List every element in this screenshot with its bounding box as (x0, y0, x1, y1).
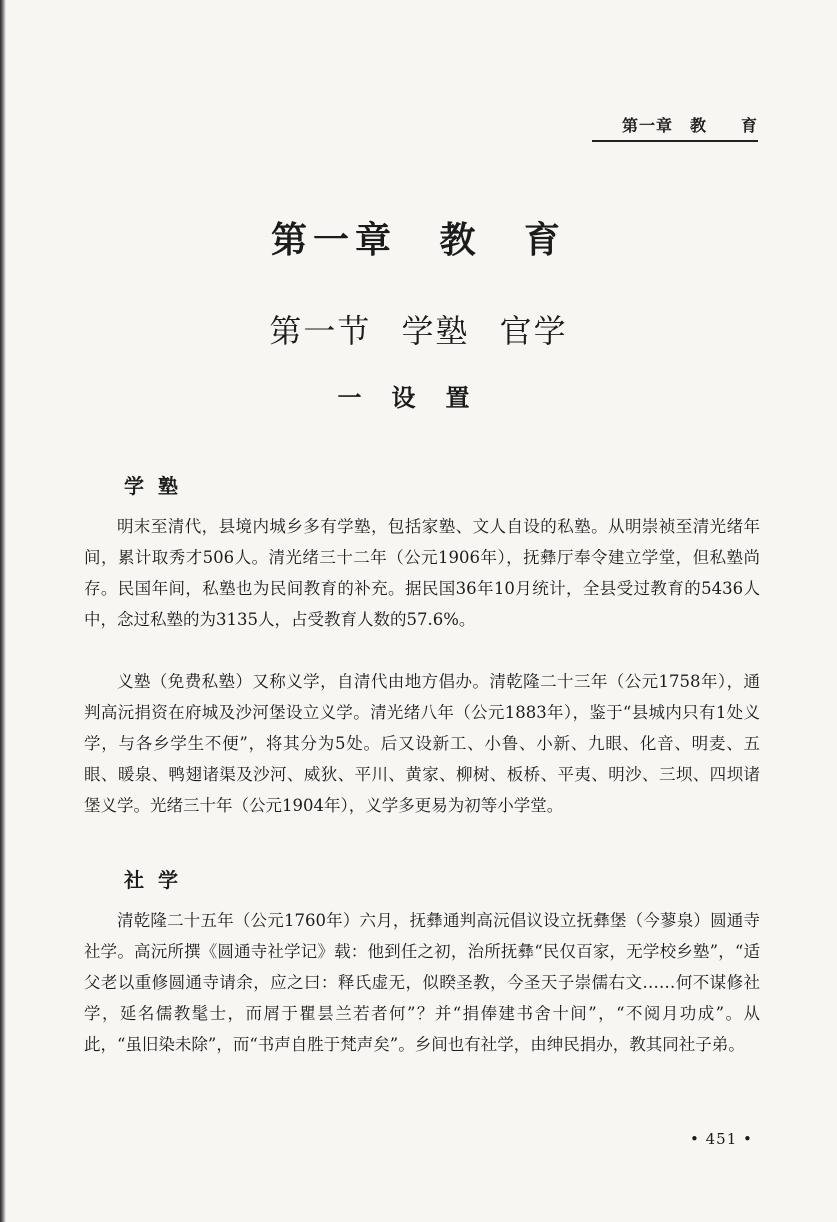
heading-shexue: 社学 (124, 868, 192, 892)
running-header-rule (592, 140, 758, 142)
paragraph-1: 明末至清代，县境内城乡多有学塾，包括家塾、文人自设的私塾。从明崇祯至清光绪年间，累计取秀才506人。清光绪三十二年（公元1906年），抚彝厅奉令建立学堂，但私塾尚存。民国年间，私塾也为民间教育的补充。据民国36年10月统计，全县受过教育的5436人中，念过私塾的为3135人，占受教育人数的57.6%。 (84, 517, 760, 629)
section-title: 第一节 学塾 官学 (269, 312, 568, 350)
scan-edge-shadow (0, 0, 6, 1222)
paragraph-2: 义塾（免费私塾）又称义学，自清代由地方倡办。清乾隆二十三年（公元1758年），通判高沅捐资在府城及沙河堡设立义学。清光绪八年（公元1883年），鉴于“县城内只有1处义学，与各乡学生不便”，将其分为5处。后又设新工、小鲁、小新、九眼、化音、明麦、五眼、暖泉、鸭翅诸渠及沙河、威狄、平川、黄家、柳树、板桥、平夷、明沙、三坝、四坝诸堡义学。光绪三十年（公元1904年），义学多更易为初等小学堂。 (84, 672, 760, 815)
heading-xueshu: 学塾 (124, 474, 192, 498)
chapter-title: 第一章 教 育 (270, 219, 567, 261)
subsection-title: 一设置 (337, 383, 500, 412)
page-number: • 451 • (690, 1130, 753, 1148)
running-header: 第一章 教 育 (621, 116, 758, 135)
paragraph-3: 清乾隆二十五年（公元1760年）六月，抚彝通判高沅倡议设立抚彝堡（今蓼泉）圆通寺社学。高沅所撰《圆通寺社学记》载：他到任之初，治所抚彝“民仅百家，无学校乡塾”，“适父老以重修圆通寺请余，应之曰：释氏虚无，似睽圣教，今圣天子崇儒右文……何不谋修社学，延名儒教髦士，而屑于瞿昙兰若者何”？并“捐俸建书舍十间”，“不阅月功成”。从此，“虽旧染未除”，而“书声自胜于梵声矣”。乡间也有社学，由绅民捐办，教其同社子弟。 (84, 911, 760, 1054)
